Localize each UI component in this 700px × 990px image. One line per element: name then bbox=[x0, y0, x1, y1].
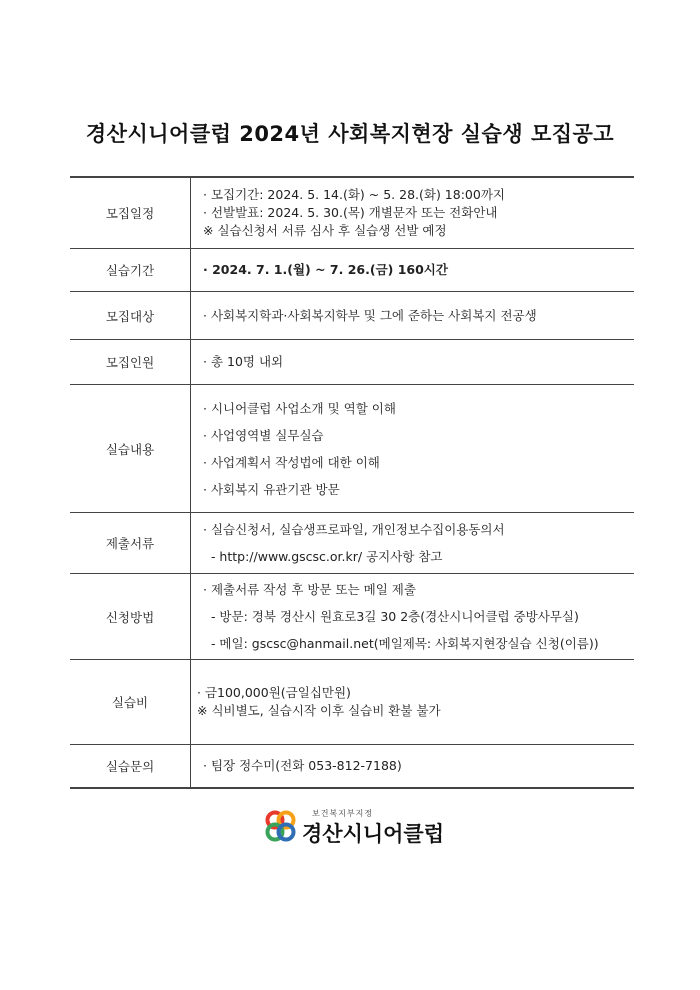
row-content bbox=[191, 249, 635, 292]
table-row bbox=[70, 292, 634, 340]
row-label: 제출서류 bbox=[70, 513, 191, 574]
content-line: · 모집기간: 2024. 5. 14.(화) ~ 5. 28.(화) 18:00까지 bbox=[203, 187, 505, 202]
row-content bbox=[191, 745, 635, 789]
row-label: 실습내용 bbox=[70, 385, 191, 513]
organization-logo bbox=[262, 806, 452, 846]
content-line: · 사회복지 유관기관 방문 bbox=[203, 481, 340, 497]
row-content bbox=[191, 660, 635, 745]
table-row bbox=[70, 340, 634, 385]
table-row bbox=[70, 660, 634, 745]
table-row bbox=[70, 385, 634, 513]
row-label: 실습비 bbox=[70, 660, 191, 745]
content-line: · 선발발표: 2024. 5. 30.(목) 개별문자 또는 전화안내 bbox=[203, 205, 498, 220]
logo-subtitle: 보건복지부지정 bbox=[312, 809, 374, 818]
content-line: · 실습신청서, 실습생프로파일, 개인정보수집이용동의서 bbox=[203, 522, 505, 537]
table-row bbox=[70, 513, 634, 574]
content-line: · 사회복지학과·사회복지학부 및 그에 준하는 사회복지 전공생 bbox=[203, 307, 537, 323]
row-label: 모집대상 bbox=[70, 292, 191, 340]
table-row bbox=[70, 177, 634, 249]
row-content bbox=[191, 292, 635, 340]
page-title: 경산시니어클럽 2024년 사회복지현장 실습생 모집공고 bbox=[85, 122, 615, 146]
table-row bbox=[70, 574, 634, 660]
content-line: - 메일: gscsc@hanmail.net(메일제목: 사회복지현장실습 신청(이름)) bbox=[203, 636, 599, 651]
table-row bbox=[70, 249, 634, 292]
row-label: 신청방법 bbox=[70, 574, 191, 660]
flower-logo-icon bbox=[262, 808, 298, 844]
row-content bbox=[191, 177, 635, 249]
content-line: · 팀장 정수미(전화 053-812-7188) bbox=[203, 758, 402, 773]
table-row bbox=[70, 745, 634, 789]
logo-name: 경산시니어클럽 bbox=[302, 822, 445, 846]
row-content bbox=[191, 340, 635, 385]
content-line: · 2024. 7. 1.(월) ~ 7. 26.(금) 160시간 bbox=[203, 262, 448, 277]
content-line: · 사업영역별 실무실습 bbox=[203, 427, 324, 443]
row-content bbox=[191, 385, 635, 513]
row-label: 모집일정 bbox=[70, 177, 191, 249]
content-line: ※ 실습신청서 서류 심사 후 실습생 선발 예정 bbox=[203, 223, 447, 238]
content-line: · 제출서류 작성 후 방문 또는 메일 제출 bbox=[203, 582, 416, 597]
content-line: · 금100,000원(금일십만원) bbox=[197, 685, 351, 700]
content-line: ※ 식비별도, 실습시작 이후 실습비 환불 불가 bbox=[197, 703, 441, 718]
row-content bbox=[191, 513, 635, 574]
row-label: 모집인원 bbox=[70, 340, 191, 385]
row-label: 실습기간 bbox=[70, 249, 191, 292]
content-line: · 사업계획서 작성법에 대한 이해 bbox=[203, 454, 380, 470]
notice-table bbox=[70, 176, 634, 789]
content-line: - 방문: 경북 경산시 원효로3길 30 2층(경산시니어클럽 중방사무실) bbox=[203, 609, 579, 624]
content-line: · 총 10명 내외 bbox=[203, 354, 284, 369]
row-content bbox=[191, 574, 635, 660]
row-label: 실습문의 bbox=[70, 745, 191, 789]
content-line: - http://www.gscsc.or.kr/ 공지사항 참고 bbox=[203, 549, 443, 564]
content-line: · 시니어클럽 사업소개 및 역할 이해 bbox=[203, 400, 396, 416]
